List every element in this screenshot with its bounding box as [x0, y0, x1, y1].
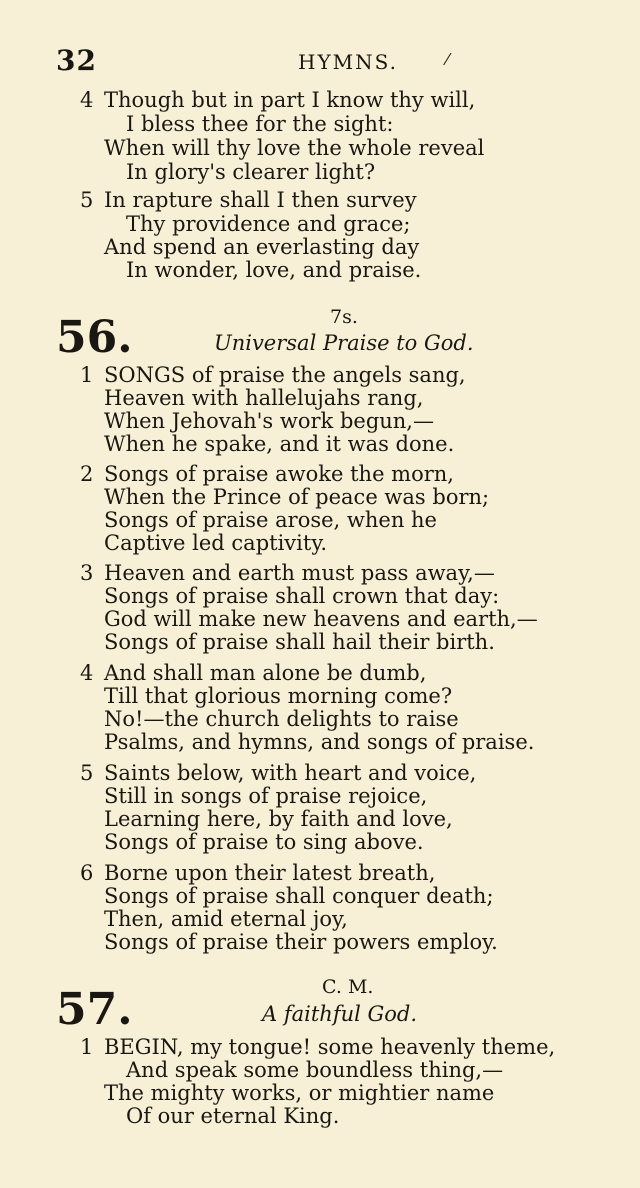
- verse-number: 5: [80, 761, 94, 785]
- verse-line: Songs of praise their powers employ.: [104, 930, 498, 954]
- verse-line: Though but in part I know thy will,: [104, 88, 476, 112]
- verse-line: BEGIN, my tongue! some heavenly theme,: [104, 1035, 556, 1059]
- running-title: HYMNS.: [298, 50, 398, 74]
- verse-number: 2: [80, 462, 94, 486]
- verse-line: Heaven with hallelujahs rang,: [104, 386, 424, 410]
- verse-line: Still in songs of praise rejoice,: [104, 784, 428, 808]
- verse-line: God will make new heavens and earth,—: [104, 607, 538, 631]
- verse-number: 4: [80, 88, 94, 112]
- page-number: 32: [56, 44, 97, 77]
- verse-line: Captive led captivity.: [104, 531, 328, 555]
- verse-number: 1: [80, 1035, 94, 1059]
- verse-line: Borne upon their latest breath,: [104, 861, 436, 885]
- verse-line: In rapture shall I then survey: [104, 188, 417, 212]
- hymn-number: 57.: [56, 984, 133, 1035]
- verse-line: SONGS of praise the angels sang,: [104, 363, 466, 387]
- verse-line: No!—the church delights to raise: [104, 707, 459, 731]
- verse-line: Songs of praise shall crown that day:: [104, 584, 500, 608]
- verse-number: 1: [80, 363, 94, 387]
- hymn-title: Universal Praise to God.: [214, 331, 474, 355]
- verse-line: Songs of praise awoke the morn,: [104, 462, 454, 486]
- verse-line: In glory's clearer light?: [126, 160, 376, 184]
- hymn-meter: C. M.: [322, 976, 374, 998]
- verse-line: Of our eternal King.: [126, 1104, 340, 1128]
- verse-number: 5: [80, 188, 94, 212]
- verse-line: The mighty works, or mightier name: [104, 1081, 495, 1105]
- hymn-number: 56.: [56, 312, 133, 363]
- verse-number: 3: [80, 561, 94, 585]
- hymn-title: A faithful God.: [262, 1002, 418, 1026]
- verse-line: And speak some boundless thing,—: [126, 1058, 504, 1082]
- verse-line: Songs of praise arose, when he: [104, 508, 437, 532]
- verse-line: Thy providence and grace;: [126, 212, 411, 236]
- verse-line: Then, amid eternal joy,: [104, 907, 348, 931]
- hymn-meter: 7s.: [330, 306, 358, 328]
- verse-line: When Jehovah's work begun,—: [104, 409, 434, 433]
- verse-line: Songs of praise shall hail their birth.: [104, 630, 495, 654]
- verse-line: When he spake, and it was done.: [104, 432, 455, 456]
- verse-line: I bless thee for the sight:: [126, 112, 394, 136]
- verse-line: Heaven and earth must pass away,—: [104, 561, 495, 585]
- verse-line: When the Prince of peace was born;: [104, 485, 490, 509]
- verse-line: In wonder, love, and praise.: [126, 258, 422, 282]
- verse-line: And shall man alone be dumb,: [104, 661, 427, 685]
- verse-line: Songs of praise shall conquer death;: [104, 884, 494, 908]
- verse-number: 4: [80, 661, 94, 685]
- verse-line: And spend an everlasting day: [104, 235, 420, 259]
- verse-line: Learning here, by faith and love,: [104, 807, 453, 831]
- verse-line: Songs of praise to sing above.: [104, 830, 424, 854]
- verse-line: Till that glorious morning come?: [104, 684, 453, 708]
- verse-line: Saints below, with heart and voice,: [104, 761, 477, 785]
- verse-number: 6: [80, 861, 94, 885]
- verse-line: Psalms, and hymns, and songs of praise.: [104, 730, 535, 754]
- printer-mark: ⁄: [446, 50, 449, 69]
- verse-line: When will thy love the whole reveal: [104, 136, 485, 160]
